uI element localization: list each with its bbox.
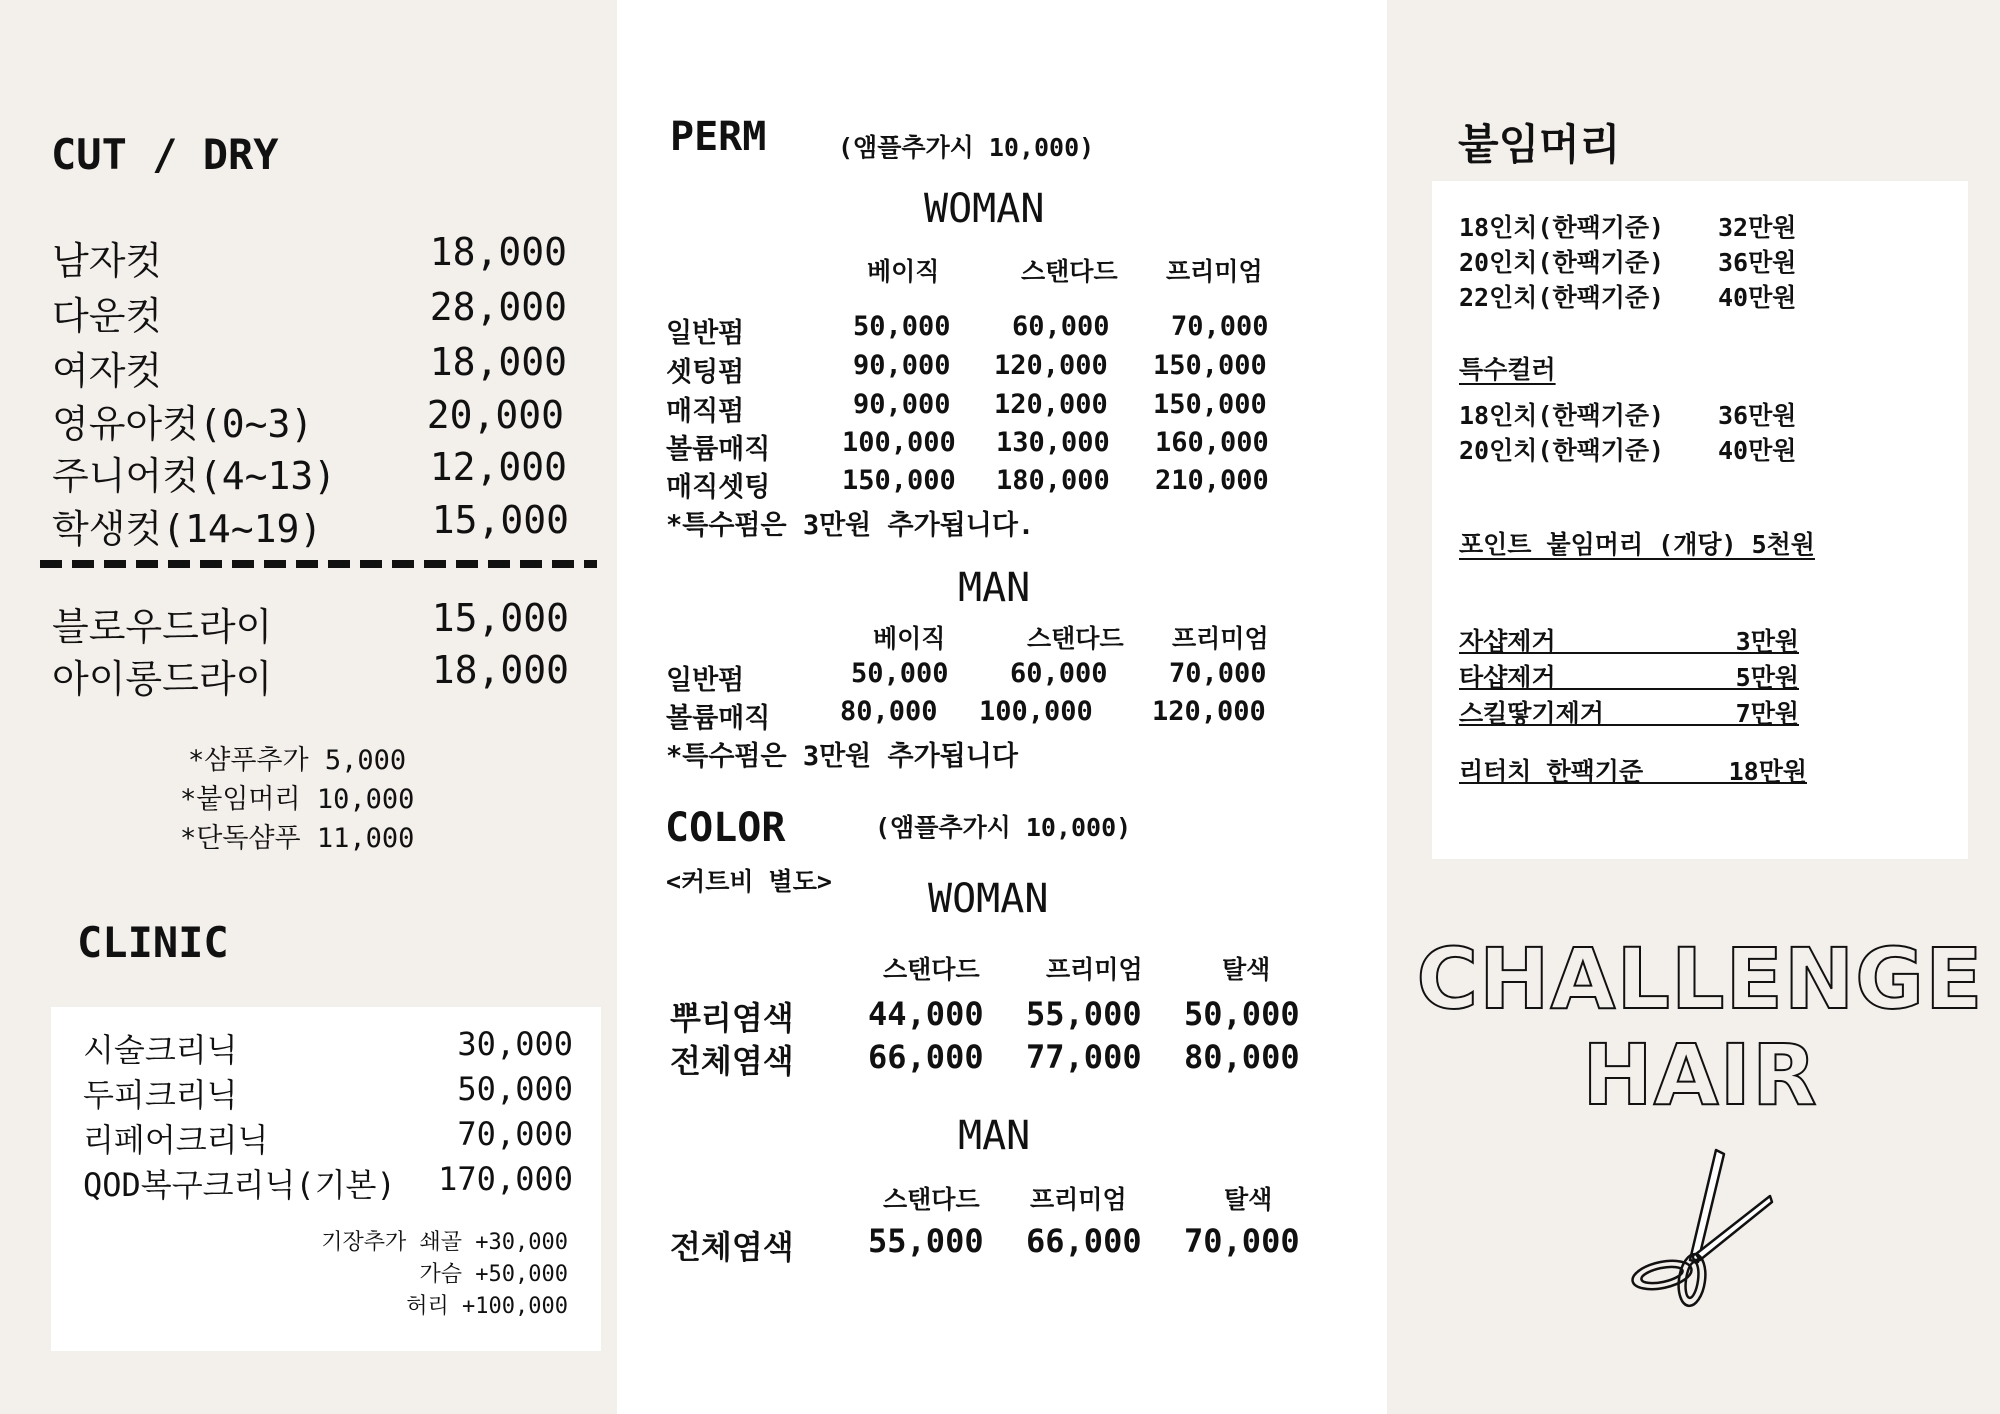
perm-row-name: 일반펌 — [666, 665, 745, 696]
color-cut-note: <커트비 별도> — [666, 867, 832, 896]
perm-man-footnote: *특수펌은 3만원 추가됩니다 — [666, 741, 1018, 772]
removal-item-price: 3만원 — [1735, 627, 1799, 656]
perm-woman-header: 프리미엄 — [1166, 257, 1263, 286]
removal-item — [1459, 622, 1799, 654]
extension-item-name: 22인치(한팩기준) — [1459, 283, 1665, 312]
clinic-item-price: 30,000 — [457, 1025, 573, 1063]
special-item-name: 18인치(한팩기준) — [1459, 401, 1665, 430]
color-cell: 55,000 — [1026, 995, 1142, 1033]
removal-item-name: 타샵제거 — [1459, 663, 1556, 692]
dry-item-name: 블로우드라이 — [52, 605, 273, 649]
length-extra: 기장추가 쇄골 +30,000 — [321, 1230, 568, 1255]
dry-item-name: 아이롱드라이 — [52, 657, 273, 701]
color-row-name: 전체염색 — [670, 1228, 794, 1266]
cut-note: *단독샴푸 11,000 — [180, 823, 415, 854]
color-note: (앰플추가시 10,000) — [875, 813, 1132, 842]
perm-cell: 60,000 — [1010, 658, 1108, 689]
color-woman-header: 프리미엄 — [1046, 955, 1143, 984]
dry-item — [52, 596, 567, 648]
perm-cell: 90,000 — [853, 389, 951, 420]
perm-man-header: 스탠다드 — [1027, 624, 1124, 653]
color-title: COLOR — [665, 805, 786, 851]
cut-item-name: 여자컷 — [52, 349, 163, 393]
perm-row-name: 매직펌 — [666, 396, 745, 427]
cut-item — [52, 393, 567, 445]
color-cell: 77,000 — [1026, 1038, 1142, 1076]
clinic-item-name: QOD복구크리닉(기본) — [83, 1166, 396, 1204]
cut-item — [52, 285, 567, 337]
perm-cell: 90,000 — [853, 350, 951, 381]
brand-line-1: CHALLENGE — [1416, 930, 1984, 1028]
removal-item-name: 자샵제거 — [1459, 627, 1556, 656]
color-cell: 66,000 — [1026, 1222, 1142, 1260]
length-extra: 가슴 +50,000 — [419, 1262, 568, 1287]
color-cell: 80,000 — [1184, 1038, 1300, 1076]
clinic-item-name: 시술크리닉 — [83, 1031, 238, 1069]
extension-item-name: 20인치(한팩기준) — [1459, 248, 1665, 277]
retouch-item — [1459, 752, 1807, 784]
special-item-name: 20인치(한팩기준) — [1459, 436, 1665, 465]
length-extra: 허리 +100,000 — [406, 1294, 568, 1319]
cut-note: *샴푸추가 5,000 — [188, 745, 407, 776]
cut-item — [52, 445, 567, 497]
cut-item-price: 15,000 — [431, 498, 569, 542]
cut-item-name: 주니어컷(4~13) — [52, 454, 337, 498]
clinic-item — [83, 1025, 573, 1069]
dashed-divider — [40, 560, 597, 568]
extension-item-price: 40만원 — [1718, 283, 1797, 312]
color-man-header: 프리미엄 — [1030, 1185, 1127, 1214]
clinic-item — [83, 1070, 573, 1114]
cut-item-price: 20,000 — [426, 393, 564, 437]
cut-item — [52, 498, 567, 550]
perm-note: (앰플추가시 10,000) — [838, 133, 1095, 162]
color-woman-header: 스탠다드 — [883, 955, 980, 984]
cut-item-name: 영유아컷(0~3) — [52, 402, 314, 446]
clinic-item-price: 170,000 — [438, 1160, 573, 1198]
perm-cell: 160,000 — [1155, 427, 1269, 458]
cut-item-name: 남자컷 — [52, 239, 163, 283]
perm-cell: 70,000 — [1171, 311, 1269, 342]
perm-woman-footnote: *특수펌은 3만원 추가됩니다. — [666, 510, 1035, 541]
color-man-header: 탈색 — [1224, 1185, 1273, 1214]
perm-cell: 150,000 — [1153, 389, 1267, 420]
extension-title: 붙임머리 — [1458, 120, 1621, 169]
removal-item-name: 스킬땋기제거 — [1459, 699, 1604, 728]
perm-cell: 100,000 — [979, 696, 1093, 727]
color-cell: 44,000 — [868, 995, 984, 1033]
clinic-item — [83, 1115, 573, 1159]
perm-title: PERM — [670, 114, 767, 160]
cut-note: *붙임머리 10,000 — [180, 784, 415, 815]
perm-row-name: 셋팅펌 — [666, 357, 745, 388]
cut-item-price: 18,000 — [429, 230, 567, 274]
dry-item-price: 15,000 — [431, 596, 569, 640]
dry-item-price: 18,000 — [431, 648, 569, 692]
extension-item-price: 36만원 — [1718, 248, 1797, 277]
special-item-price: 36만원 — [1718, 401, 1797, 430]
scissors-icon — [1620, 1140, 1780, 1310]
perm-cell: 130,000 — [996, 427, 1110, 458]
perm-row-name: 일반펌 — [666, 318, 745, 349]
perm-cell: 120,000 — [994, 350, 1108, 381]
color-row-name: 뿌리염색 — [670, 999, 794, 1037]
special-item-price: 40만원 — [1718, 436, 1797, 465]
perm-man-label: MAN — [958, 565, 1031, 611]
perm-cell: 120,000 — [1152, 696, 1266, 727]
removal-item-price: 7만원 — [1735, 699, 1799, 728]
removal-item — [1459, 658, 1799, 690]
color-woman-label: WOMAN — [928, 876, 1049, 922]
perm-cell: 100,000 — [842, 427, 956, 458]
perm-cell: 150,000 — [1153, 350, 1267, 381]
clinic-item — [83, 1160, 573, 1204]
clinic-item-name: 두피크리닉 — [83, 1076, 238, 1114]
cut-item — [52, 230, 567, 282]
clinic-box — [51, 1007, 601, 1351]
perm-cell: 70,000 — [1169, 658, 1267, 689]
perm-man-header: 프리미엄 — [1172, 624, 1269, 653]
cut-item-name: 다운컷 — [52, 294, 163, 338]
perm-woman-header: 스탠다드 — [1021, 257, 1118, 286]
perm-woman-header: 베이직 — [867, 257, 940, 286]
cut-item — [52, 340, 567, 392]
clinic-title: CLINIC — [77, 918, 229, 967]
extension-item-price: 32만원 — [1718, 213, 1797, 242]
cut-dry-title: CUT / DRY — [51, 130, 279, 179]
removal-item-price: 5만원 — [1735, 663, 1799, 692]
color-cell: 70,000 — [1184, 1222, 1300, 1260]
perm-cell: 120,000 — [994, 389, 1108, 420]
perm-cell: 150,000 — [842, 465, 956, 496]
retouch-item-name: 리터치 한팩기준 — [1459, 757, 1644, 786]
special-color-title: 특수컬러 — [1459, 355, 1556, 384]
cut-item-price: 18,000 — [429, 340, 567, 384]
perm-cell: 60,000 — [1012, 311, 1110, 342]
removal-item — [1459, 694, 1799, 726]
perm-row-name: 볼륨매직 — [666, 703, 771, 734]
clinic-item-name: 리페어크리닉 — [83, 1121, 269, 1159]
perm-cell: 50,000 — [853, 311, 951, 342]
color-cell: 55,000 — [868, 1222, 984, 1260]
retouch-item-price: 18만원 — [1728, 757, 1807, 786]
color-man-header: 스탠다드 — [883, 1185, 980, 1214]
perm-row-name: 매직셋팅 — [666, 472, 771, 503]
brand-line-2: HAIR — [1582, 1026, 1818, 1124]
perm-woman-label: WOMAN — [924, 186, 1045, 232]
point-extension: 포인트 붙임머리 (개당) 5천원 — [1459, 530, 1815, 559]
perm-cell: 50,000 — [851, 658, 949, 689]
color-row-name: 전체염색 — [670, 1042, 794, 1080]
perm-man-header: 베이직 — [873, 624, 946, 653]
color-cell: 50,000 — [1184, 995, 1300, 1033]
cut-item-price: 28,000 — [429, 285, 567, 329]
clinic-item-price: 70,000 — [457, 1115, 573, 1153]
extension-item-name: 18인치(한팩기준) — [1459, 213, 1665, 242]
cut-item-price: 12,000 — [429, 445, 567, 489]
perm-cell: 210,000 — [1155, 465, 1269, 496]
perm-cell: 180,000 — [996, 465, 1110, 496]
perm-cell: 80,000 — [840, 696, 938, 727]
color-man-label: MAN — [958, 1113, 1031, 1159]
color-woman-header: 탈색 — [1222, 955, 1271, 984]
color-cell: 66,000 — [868, 1038, 984, 1076]
perm-row-name: 볼륨매직 — [666, 434, 771, 465]
dry-item — [52, 648, 567, 700]
clinic-item-price: 50,000 — [457, 1070, 573, 1108]
cut-item-name: 학생컷(14~19) — [52, 507, 323, 551]
